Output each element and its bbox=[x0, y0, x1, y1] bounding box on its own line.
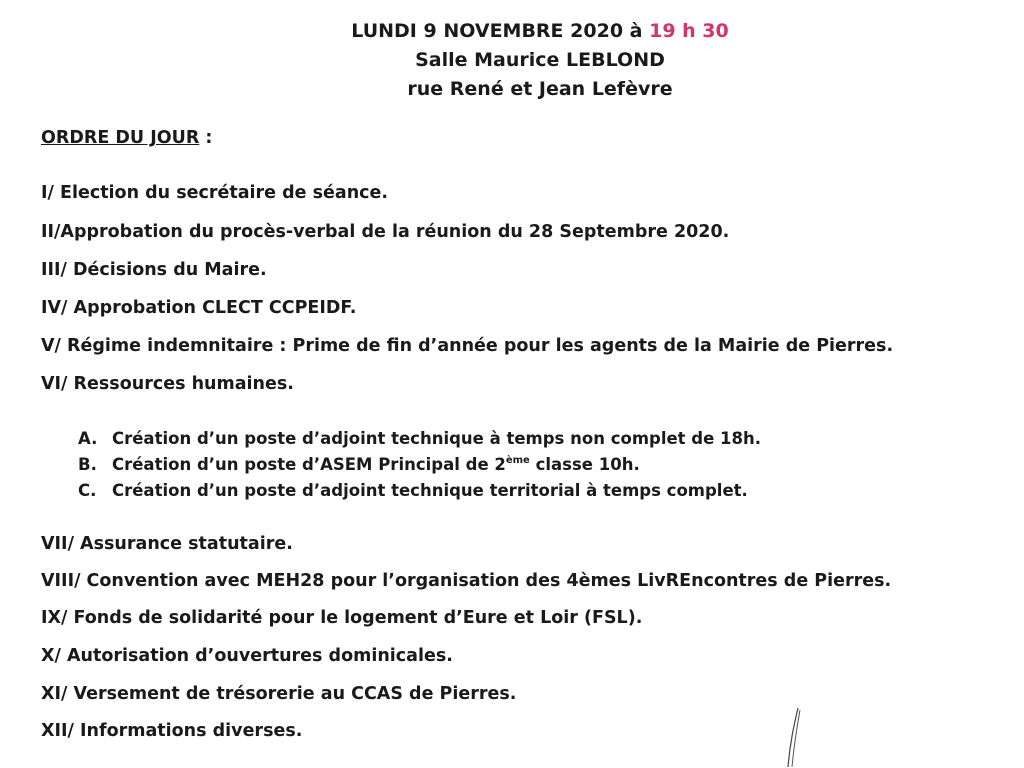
agenda-item-4: IV/ Approbation CLECT CCPEIDF. bbox=[41, 298, 357, 318]
agenda-item-7: VII/ Assurance statutaire. bbox=[41, 534, 293, 554]
agenda-subitem-a bbox=[78, 429, 761, 448]
agenda-item-5: V/ Régime indemnitaire : Prime de fin d’année pour les agents de la Mairie de Pierres. bbox=[41, 336, 894, 356]
agenda-item-8: VIII/ Convention avec MEH28 pour l’organisation des 4èmes LivREncontres de Pierres. bbox=[41, 571, 892, 591]
meeting-header bbox=[0, 17, 1024, 104]
agenda-title-text: ORDRE DU JOUR bbox=[41, 128, 200, 148]
meeting-time: 19 h 30 bbox=[649, 20, 729, 42]
agenda-title bbox=[41, 128, 212, 148]
subitem-superscript: ème bbox=[505, 455, 530, 466]
meeting-venue: Salle Maurice LEBLOND bbox=[415, 49, 665, 71]
agenda-title-colon: : bbox=[199, 128, 213, 148]
subitem-text: Création d’un poste d’adjoint technique territorial à temps complet. bbox=[112, 481, 748, 500]
meeting-date: LUNDI 9 NOVEMBRE 2020 à bbox=[351, 20, 650, 42]
agenda-item-11: XI/ Versement de trésorerie au CCAS de Pierres. bbox=[41, 684, 517, 704]
agenda-item-2: II/Approbation du procès-verbal de la réunion du 28 Septembre 2020. bbox=[41, 222, 730, 242]
agenda-subitem-c bbox=[78, 481, 748, 500]
agenda-item-6: VI/ Ressources humaines. bbox=[41, 374, 294, 394]
subitem-text: Création d’un poste d’adjoint technique à temps non complet de 18h. bbox=[112, 429, 762, 448]
meeting-street: rue René et Jean Lefèvre bbox=[407, 78, 673, 100]
agenda-subitem-b bbox=[78, 455, 640, 474]
agenda-item-1: I/ Election du secrétaire de séance. bbox=[41, 183, 389, 203]
subitem-text-end: classe 10h. bbox=[529, 455, 640, 474]
agenda-item-12: XII/ Informations diverses. bbox=[41, 721, 303, 741]
subitem-letter: A. bbox=[78, 429, 98, 448]
agenda-item-9: IX/ Fonds de solidarité pour le logement d’Eure et Loir (FSL). bbox=[41, 608, 643, 628]
agenda-item-10: X/ Autorisation d’ouvertures dominicales. bbox=[41, 646, 453, 666]
meeting-date-line bbox=[0, 17, 1024, 46]
signature-stroke bbox=[770, 705, 830, 768]
subitem-letter: B. bbox=[78, 455, 97, 474]
agenda-item-3: III/ Décisions du Maire. bbox=[41, 260, 267, 280]
subitem-text: Création d’un poste d’ASEM Principal de 2 bbox=[112, 455, 506, 474]
subitem-letter: C. bbox=[78, 481, 97, 500]
